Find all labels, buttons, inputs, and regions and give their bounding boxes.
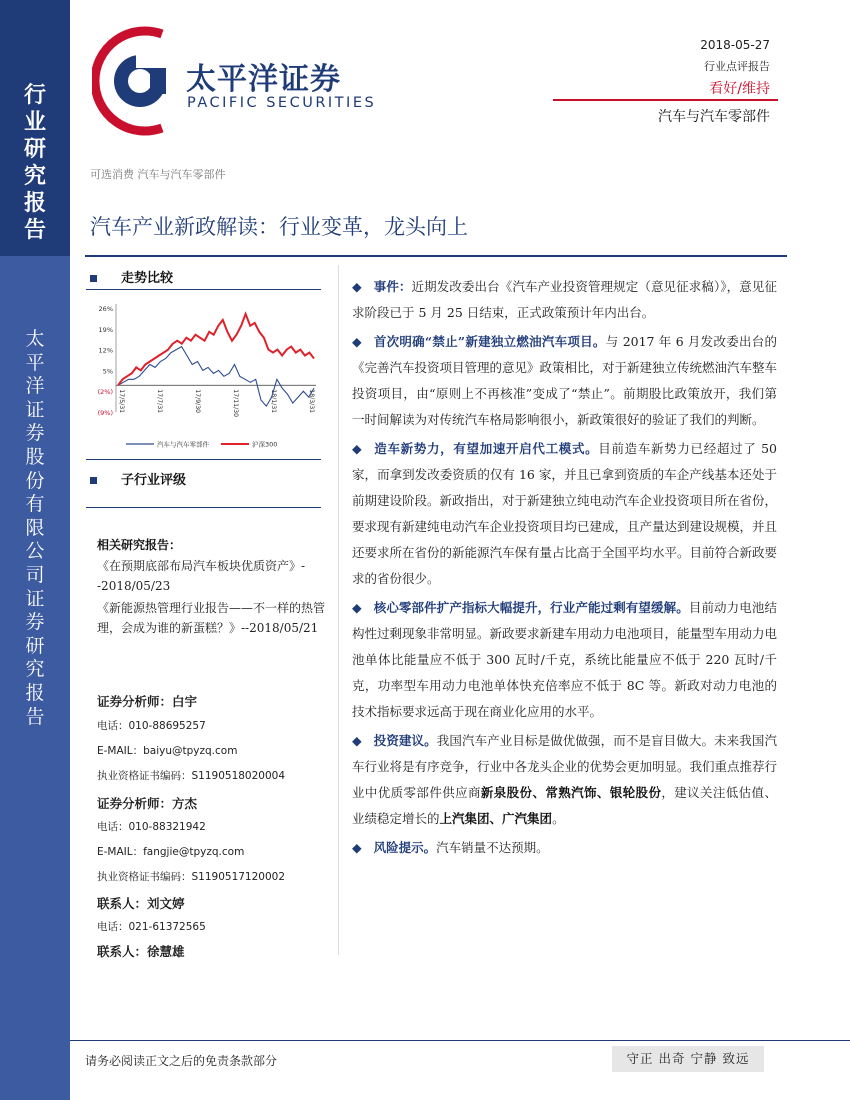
diamond-bullet-icon: ◆ (352, 334, 362, 349)
legend-label: 沪深300 (252, 440, 278, 449)
rating-badge: 看好/维持 (709, 81, 770, 97)
report-date: 2018-05-27 (700, 38, 770, 52)
x-tick-label: 18/3/31 (308, 389, 315, 414)
paragraph-heading: 风险提示。 (373, 840, 437, 855)
section-divider (86, 289, 321, 290)
analyst-email[interactable]: E-MAIL：baiyu@tpyzq.com (97, 745, 238, 757)
analyst-name: 证券分析师：方杰 (97, 796, 198, 811)
related-report-link[interactable]: 《在预期底部布局汽车板块优质资产》--2018/05/23 (97, 559, 306, 593)
sidebar-char: 行 (23, 82, 46, 108)
breadcrumb: 可选消费 汽车与汽车零部件 (90, 168, 226, 181)
sidebar-report-label (0, 82, 70, 244)
footer-motto: 守正 出奇 宁静 致远 (612, 1046, 764, 1072)
stock-name: 广汽集团 (502, 811, 553, 826)
related-reports-heading: 相关研究报告： (97, 538, 182, 552)
sidebar-char: 报 (25, 681, 45, 704)
sidebar-char: 限 (25, 516, 45, 539)
paragraph-text: 汽车销量不达预期。 (436, 840, 549, 855)
sidebar-char: 证 (25, 587, 45, 610)
paragraph-text: 目前动力电池结构性过剩现象非常明显。新政要求新建车用动力电池项目，能量型车用动力电池单体比能量应不低于 300 瓦时/千克，系统比能量应不低于 220 瓦时/千克，功率型车用动力电池单体快充倍率应不低于 8C 等。新政对动力电池的技术指标要求远高于现在商业化应用的水平。 (352, 600, 778, 719)
paragraph-text: ，建议关注低估值、业绩稳定增长的 (352, 785, 777, 826)
industry-label: 汽车与汽车零部件 (658, 109, 770, 125)
paragraph-heading: 核心零部件扩产指标大幅提升，行业产能过剩有望缓解。 (373, 600, 689, 615)
footer-divider (70, 1040, 850, 1041)
analyst-phone: 电话：010-88321942 (97, 821, 206, 833)
diamond-bullet-icon: ◆ (352, 840, 362, 855)
y-tick-label: (2%) (97, 388, 113, 397)
trend-chart (86, 296, 326, 456)
contact-name: 联系人：徐慧雄 (97, 944, 185, 959)
sidebar-char: 公 (25, 540, 45, 563)
bullet-square-icon (90, 477, 97, 484)
sidebar-char: 份 (25, 469, 45, 492)
report-type: 行业点评报告 (704, 60, 770, 73)
contact-phone: 电话：021-61372565 (97, 921, 206, 933)
stock-name: 新泉股份 (480, 785, 533, 800)
sidebar-char: 太 (25, 328, 45, 350)
section-divider (86, 459, 321, 460)
x-tick-label: 17/11/30 (232, 389, 239, 418)
stock-name: 银轮股份 (609, 785, 662, 800)
brand-name-cn: 太平洋证券 (186, 62, 341, 97)
paragraph-text: 目前造车新势力已经超过了 50 家，而拿到发改委资质的仅有 16 家，并且已拿到资质的车企产线基本还处于前期建设阶段。新政指出，对于新建独立纯电动汽车企业投资项目所在省份，要求现有新建纯电动汽车企业投资项目均已建成，且产量达到建设规模，并且还要求所在省份的新能源汽车保有量占比高于全国平均水平。目前符合新政要求的省份很少。 (352, 441, 778, 586)
analyst-cert: 执业资格证书编码：S1190517120002 (97, 871, 286, 883)
sidebar-char: 洋 (25, 375, 45, 398)
trend-section-heading (90, 267, 173, 286)
sidebar-char: 券 (25, 611, 45, 634)
sidebar-char: 司 (25, 563, 45, 586)
footer-disclaimer: 请务必阅读正文之后的免责条款部分 (85, 1054, 278, 1068)
trend-heading-text: 走势比较 (121, 271, 174, 286)
column-divider (338, 265, 339, 955)
sidebar-char: 证 (25, 398, 45, 421)
section-divider (86, 507, 321, 508)
sidebar-char: 股 (25, 445, 45, 468)
analyst-email[interactable]: E-MAIL：fangjie@tpyzq.com (97, 846, 245, 858)
brand-name-en: PACIFIC SECURITIES (187, 95, 377, 111)
sidebar-char: 平 (25, 351, 45, 374)
y-tick-label: 19% (98, 325, 113, 334)
series-line (118, 314, 314, 385)
page-title: 汽车产业新政解读：行业变革，龙头向上 (90, 215, 468, 239)
x-tick-label: 18/1/31 (270, 389, 277, 414)
related-report-link[interactable]: 《新能源热管理行业报告——不一样的热管理，会成为谁的新蛋糕？》--2018/05/21 (97, 601, 326, 635)
sidebar-char: 究 (25, 658, 45, 681)
sub-rating-heading-text: 子行业评级 (121, 473, 187, 488)
diamond-bullet-icon: ◆ (352, 441, 363, 456)
sidebar-char: 告 (23, 217, 46, 243)
body-paragraph-new-forces (352, 436, 777, 592)
body-paragraph-event (352, 274, 777, 326)
y-tick-label: 26% (98, 305, 113, 313)
paragraph-text: 近期发改委出台《汽车产业投资管理规定（意见征求稿）》，意见征求阶段已于 5 月 25 日结束，正式政策预计年内出台。 (352, 279, 777, 320)
sidebar-company-label (0, 328, 70, 729)
sidebar-char: 券 (25, 422, 45, 445)
paragraph-heading: 首次明确“禁止”新建独立燃油汽车项目。 (373, 334, 606, 349)
y-tick-label: 5% (102, 367, 113, 376)
sidebar-char: 究 (23, 163, 46, 189)
diamond-bullet-icon: ◆ (352, 733, 362, 748)
legend-label: 汽车与汽车零部件 (157, 440, 209, 449)
stock-separator: 、 (596, 785, 610, 800)
body-paragraph-ban (352, 329, 777, 433)
stock-name: 常熟汽饰 (545, 785, 597, 800)
stock-separator: 、 (489, 811, 503, 826)
paragraph-text: 我国汽车产业目标是做优做强，而不是盲目做大。未来我国汽车行业将是有序竞争，行业中各龙头企业的优势会更加明显。我们重点推荐行业中优质零部件供应商 (352, 733, 778, 800)
series-line (118, 347, 314, 407)
report-body (352, 274, 777, 864)
paragraph-heading: 造车新势力，有望加速开启代工模式。 (374, 441, 599, 456)
sidebar-char: 报 (23, 190, 46, 216)
paragraph-end: 。 (552, 811, 565, 826)
diamond-bullet-icon: ◆ (352, 600, 362, 615)
sidebar-char: 研 (25, 634, 45, 657)
paragraph-heading: 事件： (373, 279, 412, 294)
sidebar-char: 告 (25, 705, 45, 728)
sidebar-char: 研 (23, 136, 46, 162)
bullet-square-icon (90, 275, 97, 282)
header-divider (553, 99, 778, 101)
sidebar-char: 有 (25, 493, 45, 516)
paragraph-text: 与 2017 年 6 月发改委出台的《完善汽车投资项目管理的意见》政策相比，对于新建独立传统燃油汽车整车投资项目，由“原则上不再核准”变成了“禁止”。前期股比政策放开，我们第一时间解读为对传统汽车格局影响很小，新政策很好的验证了我们的判断。 (352, 334, 778, 427)
body-paragraph-components (352, 595, 777, 725)
contact-name: 联系人：刘文婷 (97, 896, 185, 911)
analyst-name: 证券分析师：白宇 (97, 694, 198, 709)
sub-rating-section-heading (90, 469, 186, 488)
body-paragraph-risk (352, 835, 777, 861)
analyst-phone: 电话：010-88695257 (97, 720, 206, 732)
x-tick-label: 17/9/30 (194, 389, 201, 414)
pacific-securities-logo-icon (92, 22, 178, 138)
stock-name: 上汽集团 (439, 811, 490, 826)
title-divider (85, 255, 787, 257)
y-tick-label: 12% (98, 346, 113, 355)
paragraph-heading: 投资建议。 (373, 733, 437, 748)
body-paragraph-advice (352, 728, 777, 832)
x-tick-label: 17/5/31 (118, 389, 125, 414)
analyst-cert: 执业资格证书编码：S1190518020004 (97, 770, 286, 782)
diamond-bullet-icon: ◆ (352, 279, 362, 294)
y-tick-label: (9%) (97, 409, 113, 417)
stock-separator: 、 (532, 785, 546, 800)
x-tick-label: 17/7/31 (156, 389, 163, 414)
sidebar-char: 业 (23, 109, 46, 135)
